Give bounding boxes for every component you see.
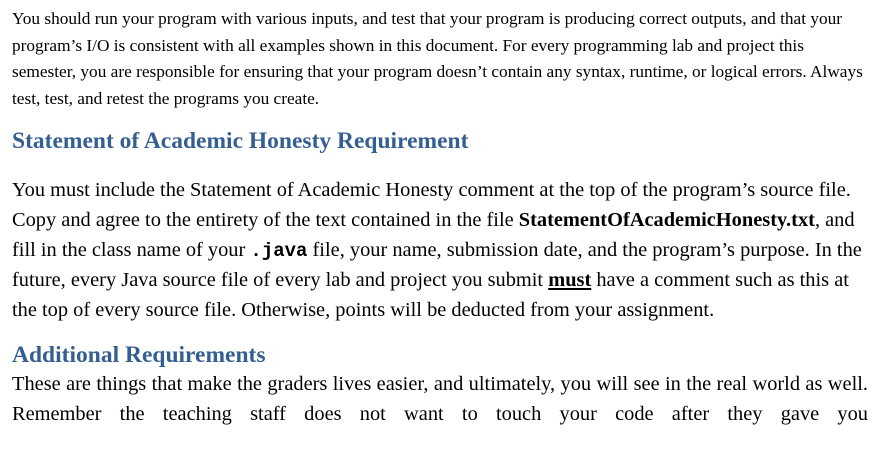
additional-requirements-paragraph: These are things that make the graders lives easier, and ultimately, you will see in the real world as well. Remember the teaching staff does not want to touch your code after they gave you (12, 373, 868, 425)
document-page (12, 0, 868, 430)
java-extension-code: .java (250, 239, 308, 262)
text-run: have a comment such as this at the top of every source file. Otherwise, points will be deducted from your assignment. (12, 269, 849, 321)
intro-paragraph: You should run your program with various inputs, and test that your program is producing correct outputs, and that your program’s I/O is consistent with all examples shown in this document. For every programming lab and project this semester, you are responsible for ensuring that your program doesn’t contain any syntax, runtime, or logical errors. Always test, test, and retest the programs you create. (12, 9, 863, 108)
section-heading-additional-requirements: Additional Requirements (12, 342, 266, 369)
section-heading-academic-honesty: Statement of Academic Honesty Requirement (12, 128, 469, 155)
text-run: file, your name, submission date, and the program’s purpose. In the future, every Java source file of every lab and project you submit (12, 238, 862, 292)
text-run: You must include the Statement of Academic Honesty comment at the top of the program’s source file. Copy and agree to the entirety of the text contained in the file (12, 179, 851, 231)
academic-honesty-paragraph (12, 176, 868, 325)
must-emphasis: must (548, 269, 592, 292)
filename-text: StatementOfAcademicHonesty.txt (518, 208, 815, 231)
text-run: , and fill in the class name of your (12, 208, 855, 261)
